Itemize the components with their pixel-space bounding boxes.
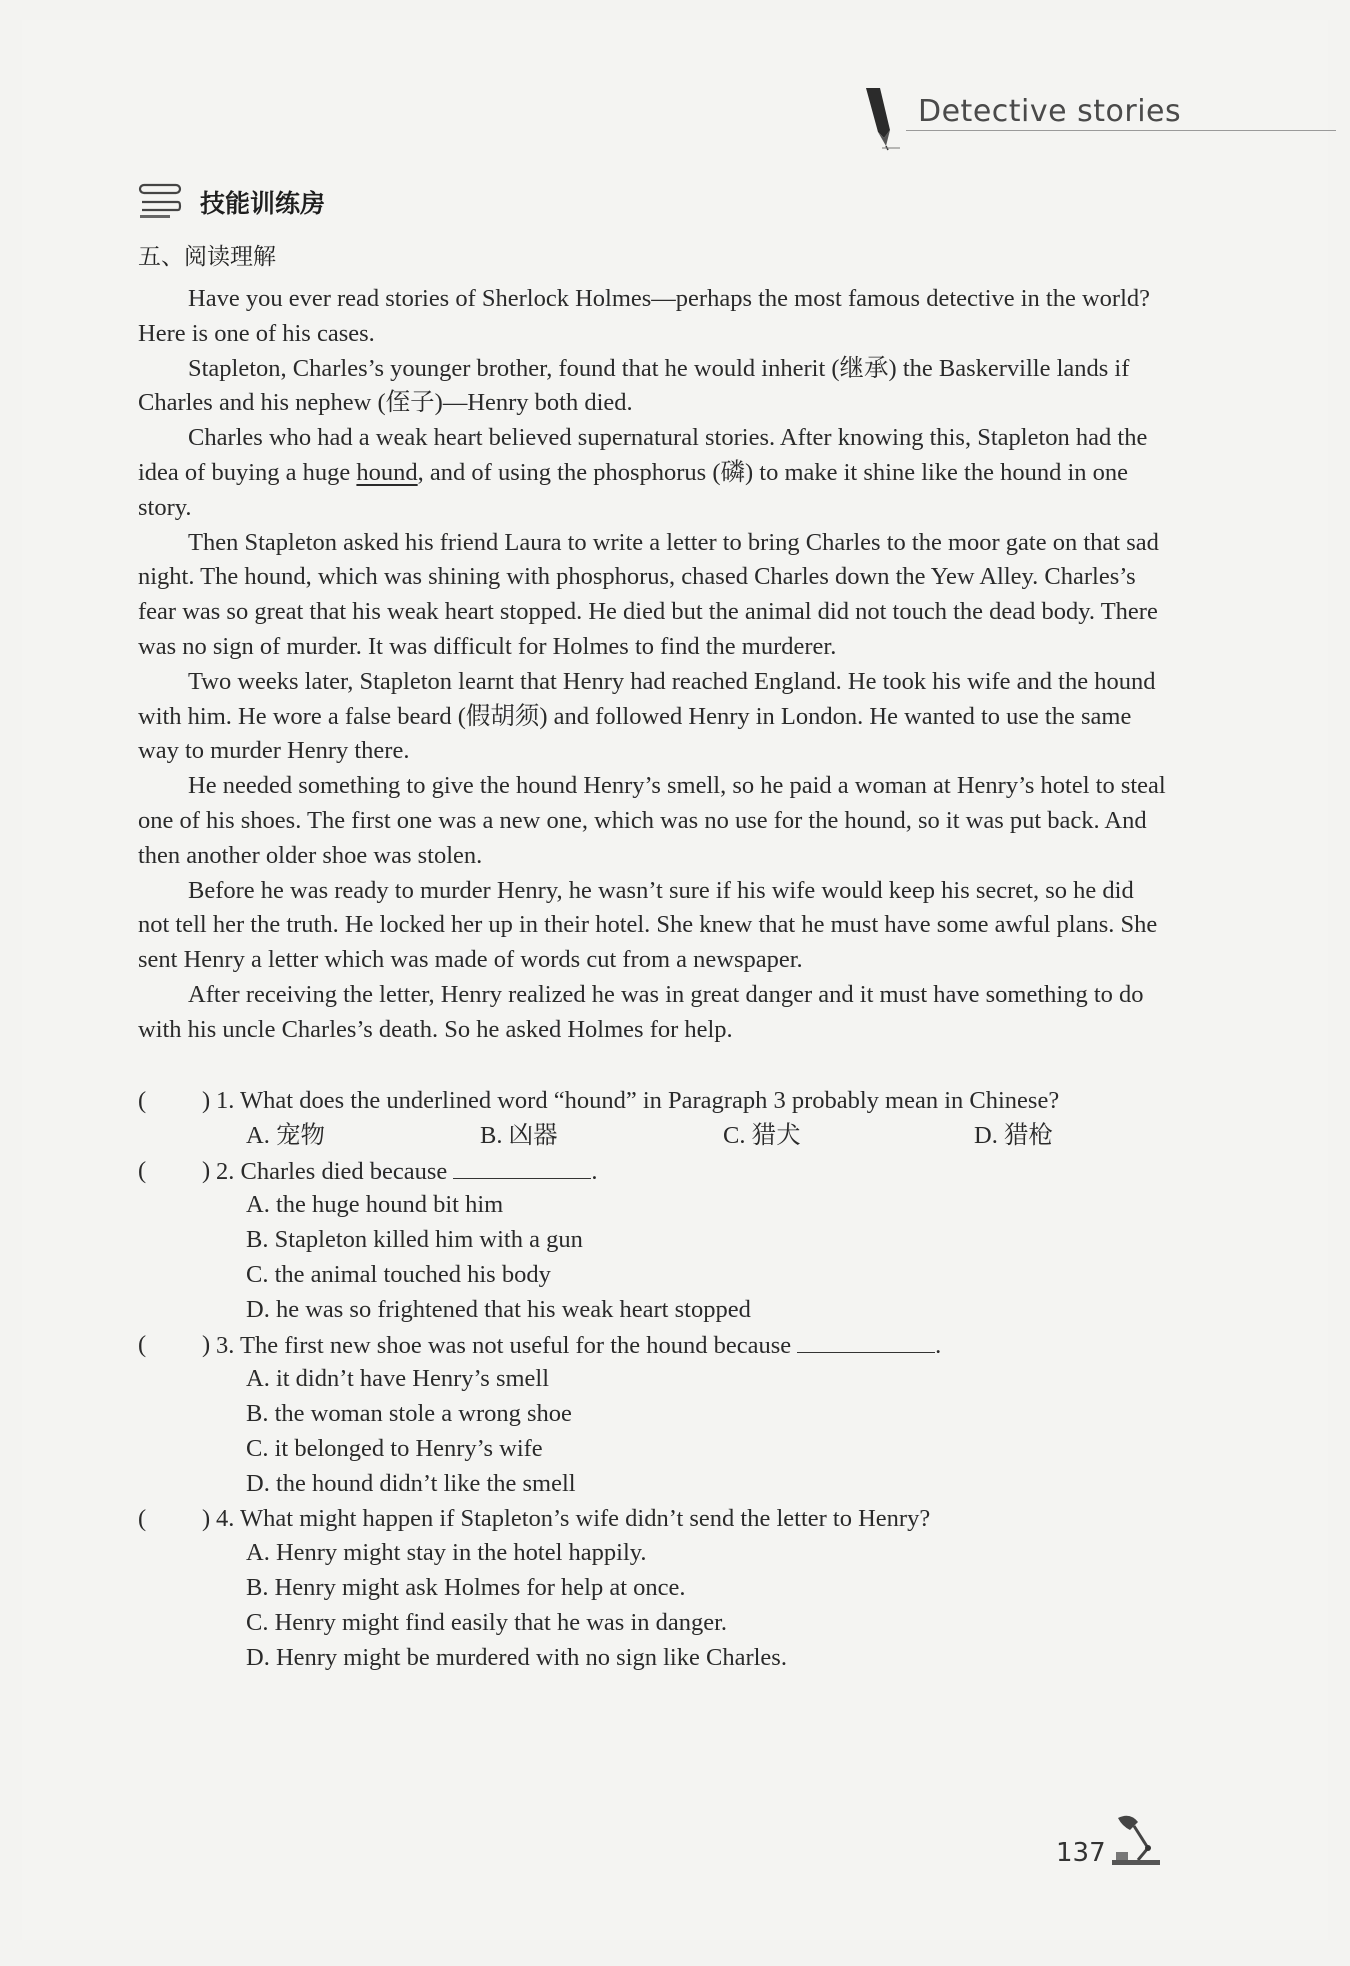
page-number: 137 [1056, 1838, 1106, 1868]
header-title: Detective stories [918, 94, 1182, 129]
paragraph-1: Have you ever read stories of Sherlock Holmes—perhaps the most famous detective in the world? Here is one of his cases. [138, 285, 1151, 347]
paragraph-3: Charles who had a weak heart believed supernatural stories. After knowing this, Stapleton had the idea of buying a huge hound, and of using the phosphorus (磷) to make it shine like the hound in one story. [138, 424, 1148, 521]
page-header [860, 90, 1320, 150]
option-a: A. 宠物 [246, 1121, 325, 1149]
option-c: C. Henry might find easily that he was in danger. [246, 1608, 728, 1636]
paragraph-5: Two weeks later, Stapleton learnt that Henry had reached England. He took his wife and the hound with him. He wore a false beard (假胡须) and followed Henry in London. He wanted to use the same way to murder Henry there. [138, 667, 1156, 765]
answer-paren-close: ) [202, 1087, 211, 1114]
answer-paren-open: ( [138, 1504, 147, 1532]
question-3: ( ) 3. The first new shoe was not useful for the hound because . [138, 1328, 1198, 1363]
question-2: ( ) 2. Charles died because . [138, 1154, 1198, 1189]
underlined-word: hound [356, 458, 418, 486]
paragraph-8: After receiving the letter, Henry realized he was in great danger and it must have something to do with his uncle Charles’s death. So he asked Holmes for help. [138, 980, 1144, 1043]
question-4 [138, 1502, 1198, 1537]
paragraph-4: Then Stapleton asked his friend Laura to write a letter to bring Charles to the moor gate on that sad night. The hound, which was shining with phosphorus, chased Charles down the Yew Alley. Charles’s fear was so great that his weak heart stopped. He died but the animal did not touch the dead body. There was no sign of murder. It was difficult for Holmes to find the murderer. [138, 528, 1159, 660]
section-title: 技能训练房 [200, 189, 326, 218]
answer-paren-close: ) [202, 1330, 211, 1358]
option-d: D. he was so frightened that his weak heart stopped [246, 1295, 751, 1323]
questions [138, 1084, 1198, 1676]
option-b: B. Stapleton killed him with a gun [246, 1226, 583, 1254]
paragraph-7: Before he was ready to murder Henry, he wasn’t sure if his wife would keep his secret, so he did not tell her the truth. He locked her up in their hotel. She knew that he must have some awful plans. She sent Henry a letter which was made of words cut from a newspaper. [138, 876, 1158, 974]
answer-paren-open: ( [138, 1087, 147, 1114]
option-c: C. it belonged to Henry’s wife [246, 1434, 543, 1462]
answer-blank [453, 1154, 591, 1179]
paragraph-2: Stapleton, Charles’s younger brother, found that he would inherit (继承) the Baskerville lands if Charles and his nephew (侄子)—Henry both died. [138, 354, 1130, 417]
answer-paren-open: ( [138, 1330, 147, 1358]
question-text: 1. What does the underlined word “hound” in Paragraph 3 probably mean in Chinese? [216, 1087, 1060, 1114]
question-1 [138, 1084, 1198, 1119]
option-a: A. it didn’t have Henry’s smell [246, 1365, 550, 1393]
option-b: B. the woman stole a wrong shoe [246, 1400, 572, 1428]
option-a: A. the huge hound bit him [246, 1191, 504, 1219]
question-1-options [138, 1119, 1198, 1154]
option-d: D. 猎枪 [974, 1121, 1053, 1149]
part-title: 五、阅读理解 [138, 244, 276, 270]
option-d: D. Henry might be murdered with no sign like Charles. [246, 1643, 787, 1671]
answer-blank [797, 1328, 935, 1353]
answer-paren-close: ) [202, 1504, 211, 1532]
reading-passage [138, 282, 1168, 1048]
question-text: 3. The first new shoe was not useful for the hound because [216, 1331, 792, 1359]
question-text: 4. What might happen if Stapleton’s wife didn’t send the letter to Henry? [216, 1504, 931, 1532]
answer-paren-open: ( [138, 1156, 147, 1184]
paragraph-6: He needed something to give the hound Henry’s smell, so he paid a woman at Henry’s hotel to steal one of his shoes. The first one was a new one, which was no use for the hound, so it was put back. And then another older shoe was stolen. [138, 772, 1166, 869]
answer-paren-close: ) [202, 1156, 211, 1184]
option-c: C. the animal touched his body [246, 1260, 551, 1288]
option-b: B. Henry might ask Holmes for help at once. [246, 1574, 686, 1602]
option-c: C. 猎犬 [723, 1121, 801, 1149]
option-d: D. the hound didn’t like the smell [246, 1469, 576, 1497]
question-text: 2. Charles died because [216, 1157, 448, 1185]
desk-lamp-icon [1108, 1812, 1170, 1868]
pen-icon [860, 86, 908, 152]
option-a: A. Henry might stay in the hotel happily. [246, 1539, 647, 1567]
header-rule [906, 130, 1336, 131]
option-b: B. 凶器 [480, 1121, 558, 1149]
section-icon [138, 182, 182, 222]
